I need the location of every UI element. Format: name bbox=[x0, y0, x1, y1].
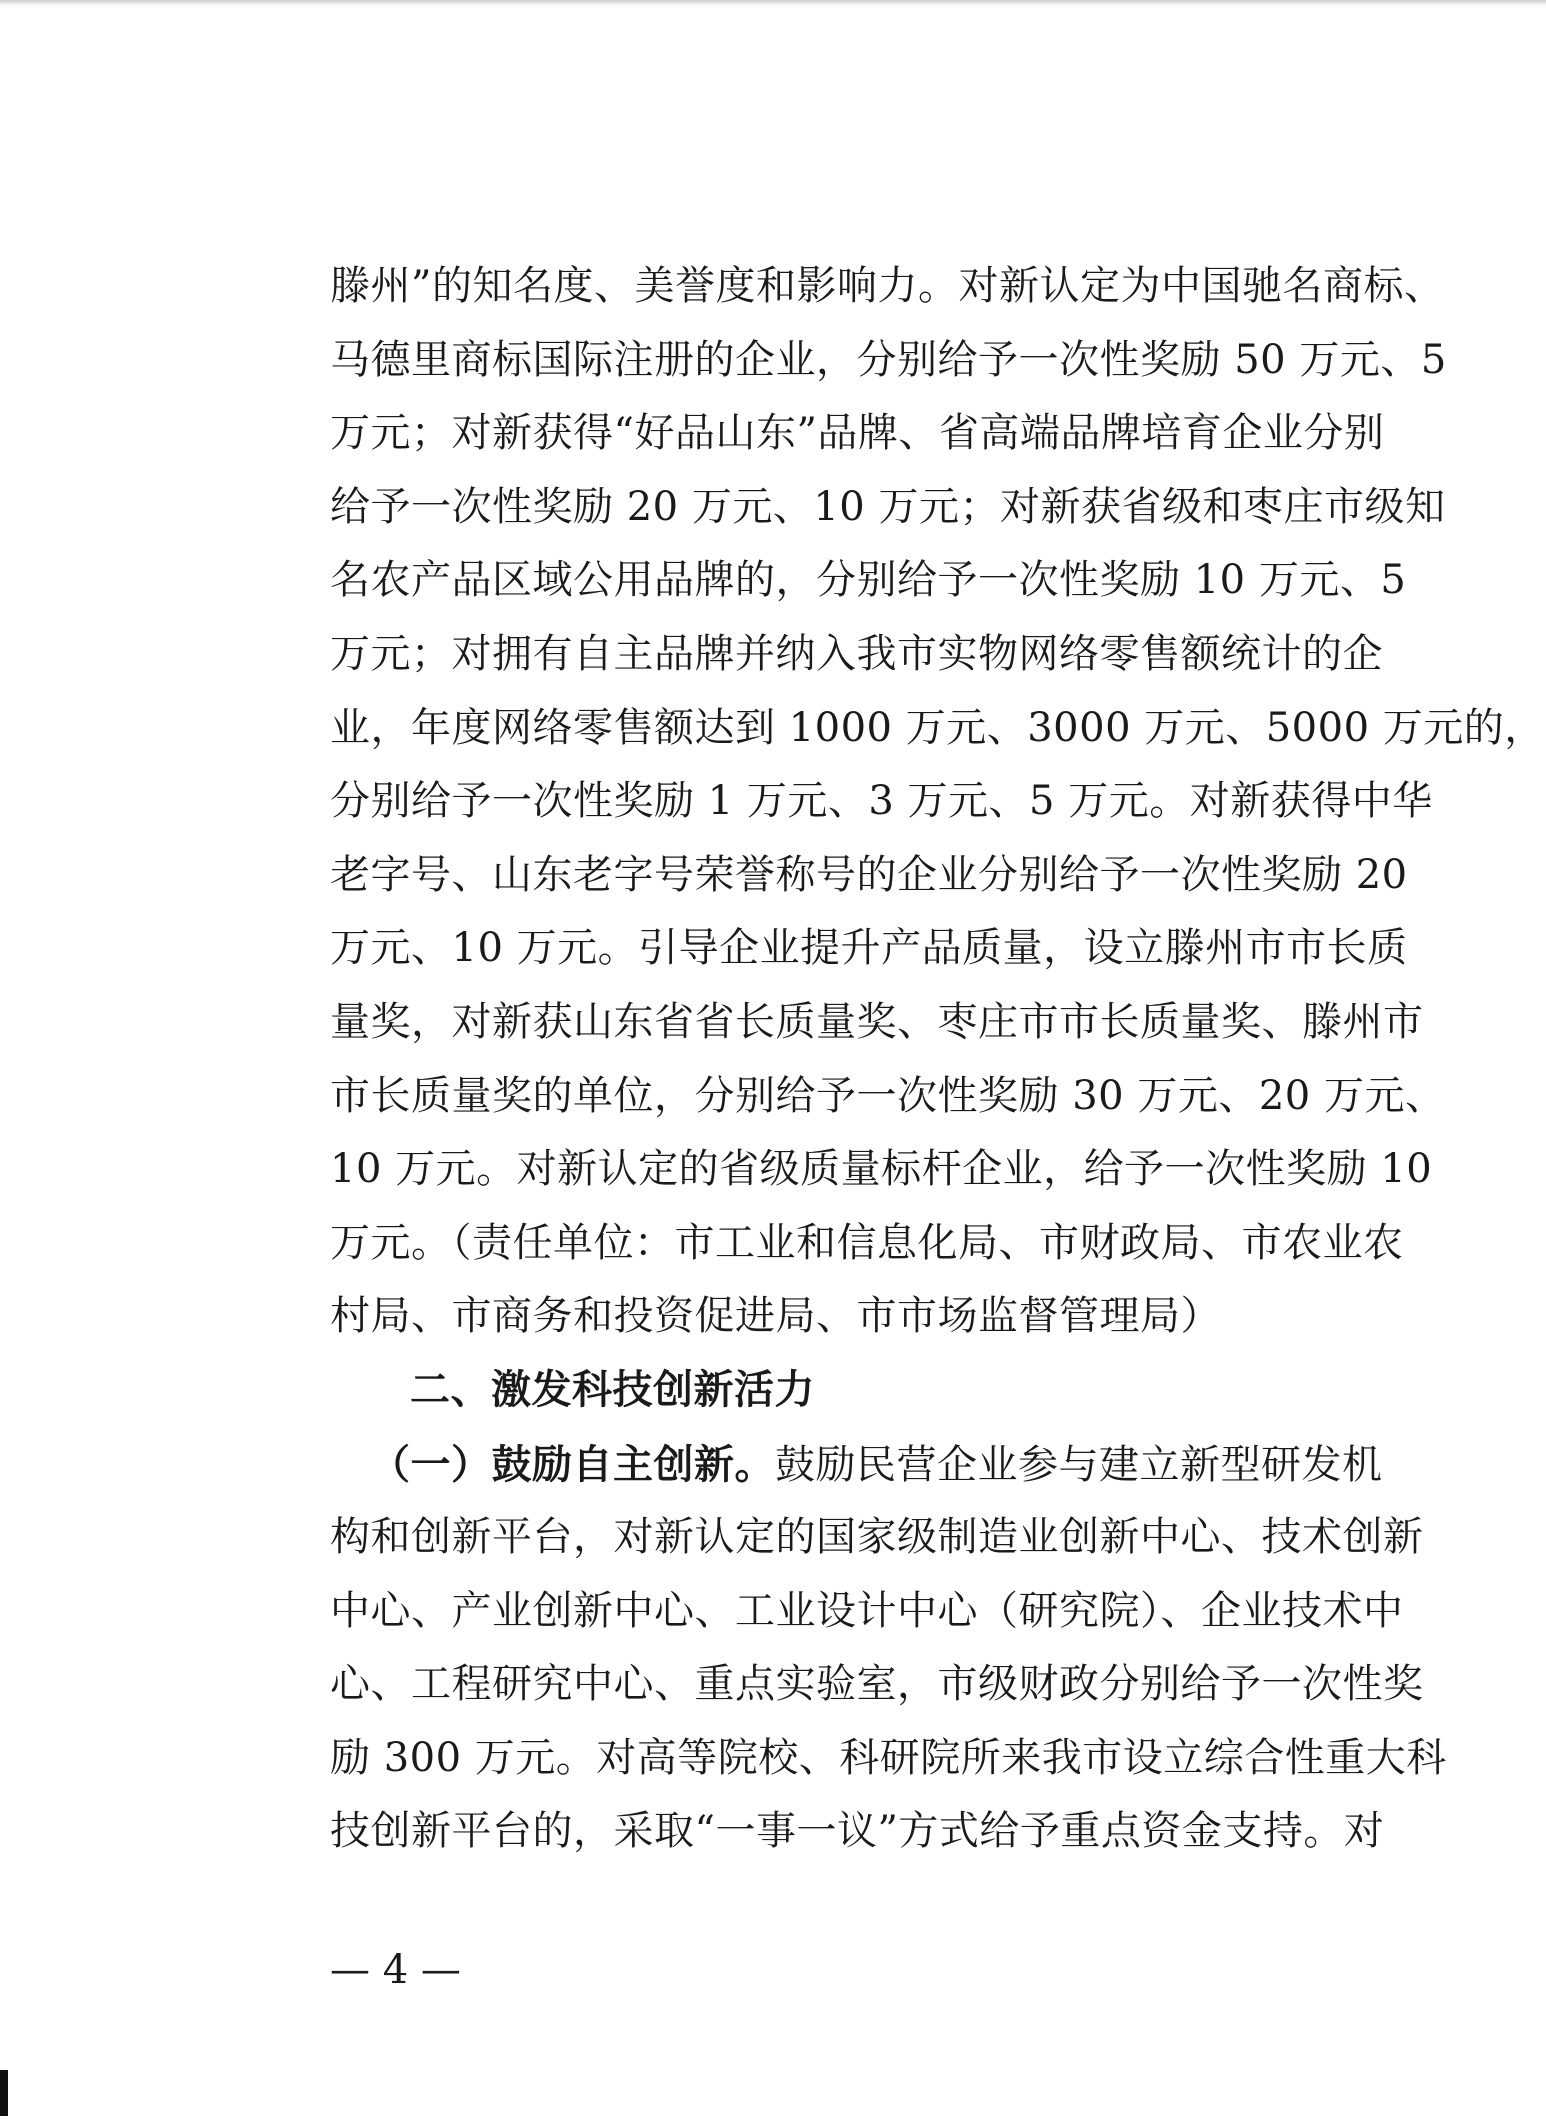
page-number: — 4 — bbox=[330, 1947, 461, 1993]
paragraph-line: 构和创新平台，对新认定的国家级制造业创新中心、技术创新 bbox=[330, 1514, 1424, 1561]
paragraph-line: 名农产品区域公用品牌的，分别给予一次性奖励 10 万元、5 bbox=[330, 557, 1407, 604]
paragraph-line: 10 万元。对新认定的省级质量标杆企业，给予一次性奖励 10 bbox=[330, 1146, 1433, 1193]
paragraph-line: 中心、产业创新中心、工业设计中心（研究院）、企业技术中 bbox=[330, 1587, 1404, 1634]
paragraph-line: 量奖，对新获山东省省长质量奖、枣庄市市长质量奖、滕州市 bbox=[330, 998, 1424, 1045]
paragraph-line: 马德里商标国际注册的企业，分别给予一次性奖励 50 万元、5 bbox=[330, 336, 1447, 383]
scan-edge-mark bbox=[0, 2070, 8, 2116]
paragraph-line: 万元、10 万元。引导企业提升产品质量，设立滕州市市长质 bbox=[330, 925, 1408, 972]
paragraph-line: 励 300 万元。对高等院校、科研院所来我市设立综合性重大科 bbox=[330, 1734, 1447, 1781]
paragraph-line: 给予一次性奖励 20 万元、10 万元；对新获省级和枣庄市级知 bbox=[330, 483, 1446, 530]
paragraph-line: 心、工程研究中心、重点实验室，市级财政分别给予一次性奖 bbox=[330, 1661, 1424, 1708]
paragraph-line: 滕州”的知名度、美誉度和影响力。对新认定为中国驰名商标、 bbox=[330, 263, 1445, 309]
subsection-text: 鼓励民营企业参与建立新型研发机 bbox=[775, 1441, 1383, 1488]
paragraph-line: 万元；对拥有自主品牌并纳入我市实物网络零售额统计的企 bbox=[330, 630, 1383, 677]
scan-edge-top bbox=[0, 0, 1546, 6]
paragraph-line: 技创新平台的，采取“一事一议”方式给予重点资金支持。对 bbox=[330, 1808, 1385, 1855]
paragraph-line: 万元。（责任单位：市工业和信息化局、市财政局、市农业农 bbox=[330, 1219, 1404, 1266]
paragraph-line: 业，年度网络零售额达到 1000 万元、3000 万元、5000 万元的， bbox=[330, 704, 1545, 751]
paragraph-line: 市长质量奖的单位，分别给予一次性奖励 30 万元、20 万元、 bbox=[330, 1072, 1446, 1119]
paragraph-line: 万元；对新获得“好品山东”品牌、省高端品牌培育企业分别 bbox=[330, 410, 1385, 457]
section-heading: 二、激发科技创新活力 bbox=[410, 1366, 815, 1413]
document-body bbox=[330, 250, 1545, 1869]
subsection-first-line bbox=[330, 1428, 1383, 1502]
paragraph-line: 老字号、山东老字号荣誉称号的企业分别给予一次性奖励 20 bbox=[330, 851, 1408, 898]
subsection-title: （一）鼓励自主创新。 bbox=[370, 1440, 775, 1488]
paragraph-line: 分别给予一次性奖励 1 万元、3 万元、5 万元。对新获得中华 bbox=[330, 778, 1433, 825]
paragraph-line: 村局、市商务和投资促进局、市市场监督管理局） bbox=[330, 1293, 1221, 1340]
